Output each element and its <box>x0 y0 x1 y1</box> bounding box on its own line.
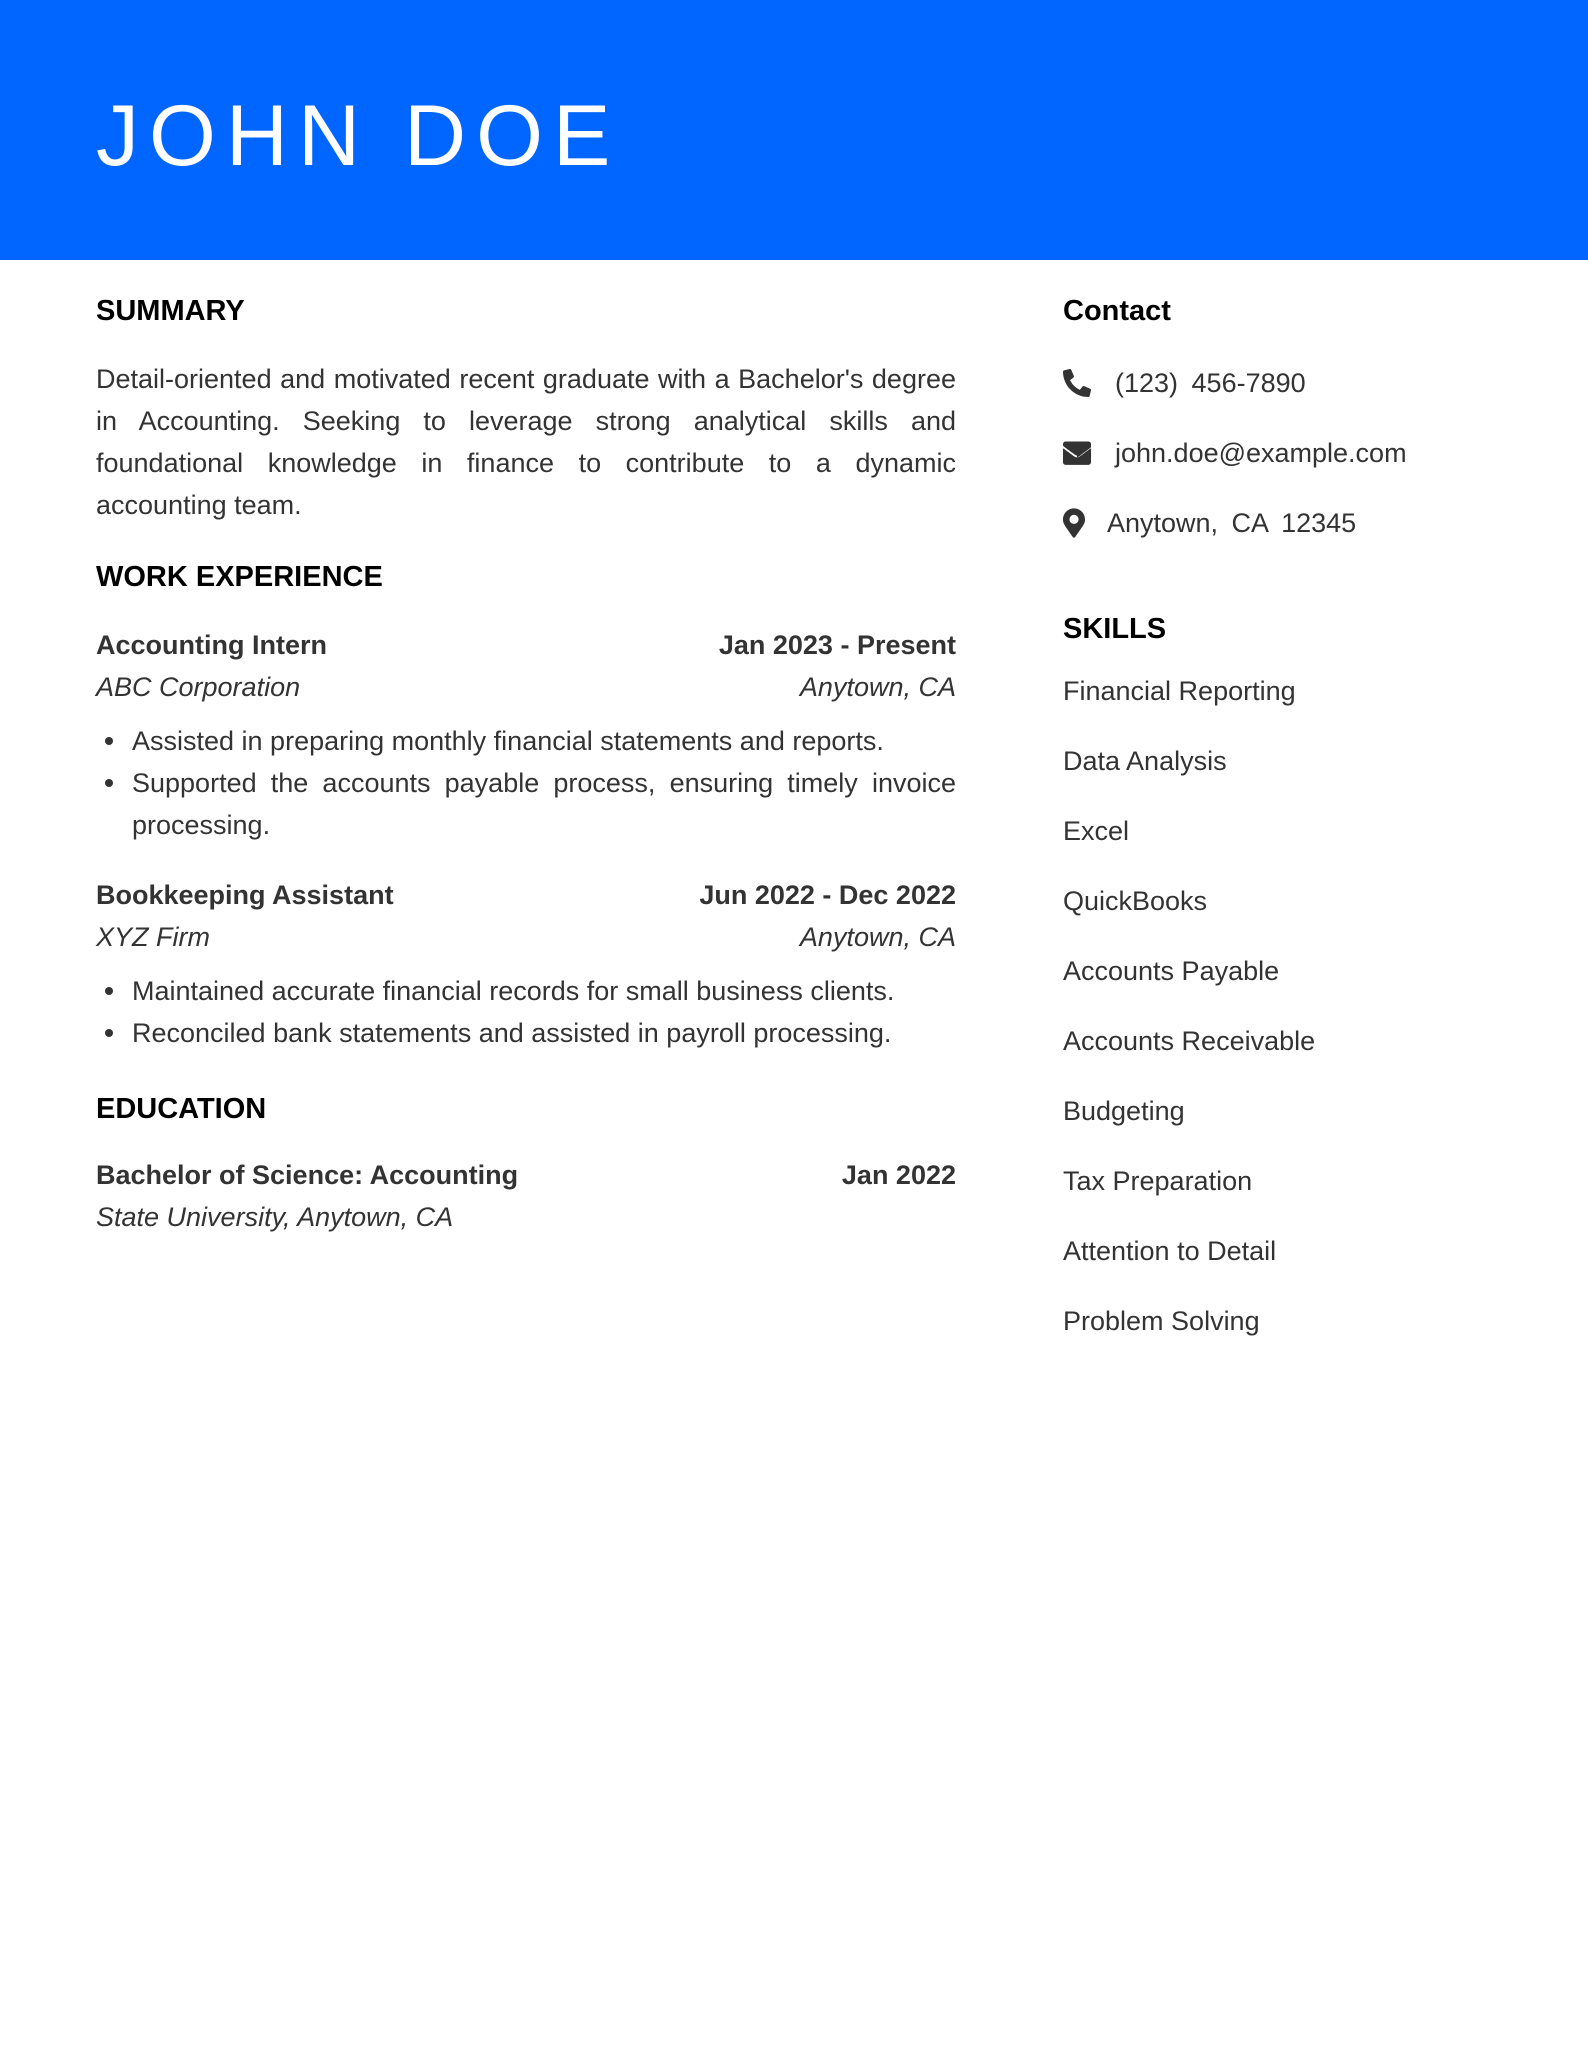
skills-title: SKILLS <box>1063 613 1167 645</box>
skill-item: Financial Reporting <box>1063 676 1296 706</box>
bullet-dot-icon <box>105 737 113 745</box>
job-bullets <box>96 720 956 846</box>
skill-item: QuickBooks <box>1063 886 1208 916</box>
job-bullets <box>96 970 956 1054</box>
bullet-dot-icon <box>105 987 113 995</box>
skills-list <box>1063 670 1503 1342</box>
envelope-icon <box>1063 441 1115 465</box>
job-entry <box>96 874 956 1054</box>
skill-item: Accounts Payable <box>1063 956 1280 986</box>
phone-icon <box>1063 369 1115 397</box>
skill-item: Data Analysis <box>1063 746 1227 776</box>
skill-item: Tax Preparation <box>1063 1166 1253 1196</box>
job-role: Bookkeeping Assistant <box>96 880 394 910</box>
skill-item: Budgeting <box>1063 1096 1185 1126</box>
job-bullet: Reconciled bank statements and assisted in payroll processing. <box>96 1012 956 1054</box>
job-bullet: Assisted in preparing monthly financial statements and reports. <box>96 720 956 762</box>
contact-list <box>1063 362 1503 544</box>
job-dates: Jun 2022 - Dec 2022 <box>699 880 956 910</box>
job-entry <box>96 624 956 846</box>
contact-phone <box>1063 362 1503 404</box>
bullet-dot-icon <box>105 779 113 787</box>
contact-location-text: Anytown, CA 12345 <box>1107 508 1357 538</box>
contact-phone-text[interactable]: (123) 456-7890 <box>1115 368 1306 398</box>
contact-location <box>1063 502 1503 544</box>
job-role: Accounting Intern <box>96 630 327 660</box>
job-location: Anytown, CA <box>799 672 956 702</box>
main-column <box>96 290 956 1238</box>
contact-title: Contact <box>1063 295 1171 327</box>
job-dates: Jan 2023 - Present <box>718 630 956 660</box>
contact-email <box>1063 432 1503 474</box>
education-entry <box>96 1154 956 1238</box>
header-banner <box>0 0 1588 260</box>
summary-text: Detail-oriented and motivated recent graduate with a Bachelor's degree in Accounting. Seeking to leverage strong analytical skills and foundational knowledge in finance to contribute to a dynamic accounting team. <box>96 364 956 520</box>
job-bullet: Maintained accurate financial records for small business clients. <box>96 970 956 1012</box>
job-bullet: Supported the accounts payable process, ensuring timely invoice processing. <box>96 762 956 846</box>
job-company: ABC Corporation <box>96 672 301 702</box>
skill-item: Accounts Receivable <box>1063 1026 1316 1056</box>
summary-title: SUMMARY <box>96 295 245 327</box>
map-pin-icon <box>1063 508 1107 538</box>
education-school: State University, Anytown, CA <box>96 1202 454 1232</box>
job-location: Anytown, CA <box>799 922 956 952</box>
sidebar-column <box>1063 290 1503 1370</box>
work-experience-title: WORK EXPERIENCE <box>96 561 383 593</box>
contact-email-text[interactable]: john.doe@example.com <box>1115 438 1407 468</box>
job-company: XYZ Firm <box>96 922 210 952</box>
education-degree: Bachelor of Science: Accounting <box>96 1160 519 1190</box>
skill-item: Attention to Detail <box>1063 1236 1277 1266</box>
bullet-dot-icon <box>105 1029 113 1037</box>
education-date: Jan 2022 <box>841 1160 956 1190</box>
skill-item: Excel <box>1063 816 1130 846</box>
candidate-name: JOHN DOE <box>96 88 621 184</box>
education-title: EDUCATION <box>96 1093 267 1125</box>
skill-item: Problem Solving <box>1063 1306 1260 1336</box>
